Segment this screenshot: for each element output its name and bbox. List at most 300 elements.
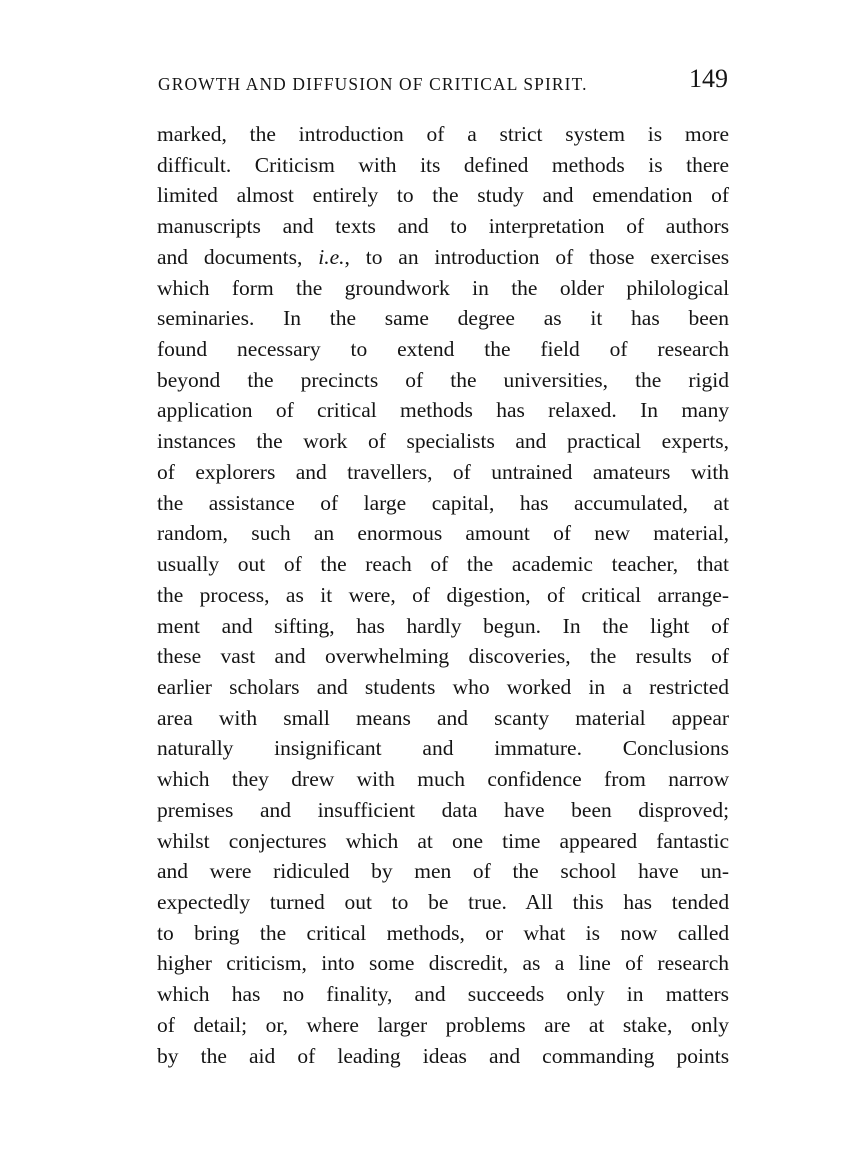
word: necessary — [237, 337, 321, 362]
word: is — [585, 920, 601, 945]
word: ridiculed — [273, 859, 350, 884]
word: succeeds — [467, 982, 545, 1007]
word: has — [356, 613, 385, 638]
word: restricted — [649, 674, 730, 699]
word: to — [350, 337, 368, 362]
text-line — [157, 549, 729, 580]
word: scholars — [229, 674, 300, 699]
word: detail; — [193, 1012, 248, 1037]
word: defined — [463, 152, 529, 177]
word: a — [554, 951, 565, 976]
word: students — [364, 674, 436, 699]
word: same — [384, 306, 429, 331]
word: and — [515, 429, 547, 454]
text-line — [157, 641, 729, 672]
word: system — [565, 122, 626, 146]
word: out — [344, 889, 372, 914]
word: premises — [157, 797, 234, 822]
text-line — [157, 918, 729, 949]
word: the — [511, 275, 538, 300]
text-line — [157, 457, 729, 488]
word: is — [648, 152, 663, 177]
word: have — [638, 859, 679, 884]
word: and — [282, 214, 314, 239]
word: ideas — [422, 1043, 467, 1068]
word: experts, — [661, 429, 730, 454]
word: exercises — [650, 244, 730, 269]
word: of — [452, 459, 471, 484]
text-line — [157, 1010, 729, 1041]
word: means — [355, 705, 411, 730]
text-line — [157, 242, 729, 273]
word: earlier — [157, 674, 212, 699]
text-line — [157, 1041, 729, 1072]
word: universities, — [503, 367, 609, 392]
word: i.e., — [318, 244, 350, 269]
word: drew — [291, 767, 335, 792]
word: tended — [671, 889, 730, 914]
word: whilst — [157, 828, 210, 853]
word: precincts — [300, 367, 379, 392]
word: at — [417, 828, 433, 853]
word: of — [283, 552, 302, 577]
word: the — [200, 1043, 227, 1068]
word: of — [609, 337, 628, 362]
word: research — [657, 951, 730, 976]
word: and — [437, 705, 469, 730]
word: problems — [445, 1012, 526, 1037]
word: methods — [400, 398, 473, 423]
word: line — [578, 951, 611, 976]
word: now — [620, 920, 658, 945]
word: groundwork — [344, 275, 450, 300]
word: and — [157, 859, 189, 884]
word: and — [542, 183, 574, 208]
text-line — [157, 764, 729, 795]
word: the — [320, 552, 347, 577]
word: instances — [157, 429, 236, 454]
word: large — [363, 490, 407, 515]
word: and — [316, 674, 348, 699]
text-line — [157, 795, 729, 826]
word: to — [157, 920, 174, 945]
word: has — [496, 398, 525, 423]
word: found — [157, 337, 208, 362]
text-line — [157, 826, 729, 857]
word: academic — [511, 552, 593, 577]
word: digestion, — [446, 582, 531, 607]
word: methods — [551, 152, 625, 177]
word: of — [426, 122, 445, 146]
word: of — [472, 859, 491, 884]
word: no — [282, 982, 305, 1007]
page-number: 149 — [689, 64, 728, 93]
word: as — [522, 951, 541, 976]
word: stake, — [622, 1012, 673, 1037]
running-head — [158, 64, 728, 100]
word: some — [368, 951, 415, 976]
word: from — [604, 767, 646, 792]
word: overwhelming — [324, 644, 450, 669]
word: confidence — [487, 767, 582, 792]
word: of — [625, 951, 644, 976]
word: an — [313, 521, 335, 546]
word: of — [626, 214, 645, 239]
word: discoveries, — [468, 644, 571, 669]
word: enormous — [357, 521, 443, 546]
word: un- — [700, 859, 730, 884]
word: into — [321, 951, 355, 976]
word: what — [523, 920, 566, 945]
word: with — [690, 459, 730, 484]
text-line — [157, 672, 729, 703]
word: and — [259, 797, 292, 822]
word: material — [575, 705, 646, 730]
word: small — [283, 705, 330, 730]
word: form — [231, 275, 274, 300]
word: a — [622, 674, 632, 699]
word: been — [688, 306, 730, 331]
word: assistance — [208, 490, 295, 515]
word: critical — [581, 582, 642, 607]
word: sifting, — [274, 613, 335, 638]
word: or — [485, 920, 504, 945]
text-line — [157, 703, 729, 734]
word: many — [681, 398, 730, 423]
word: the — [256, 429, 283, 454]
text-line — [157, 580, 729, 611]
word: has — [623, 889, 653, 914]
word: random, — [157, 521, 229, 546]
word: and — [221, 613, 253, 638]
word: has — [519, 490, 549, 515]
word: area — [157, 705, 193, 730]
word: and — [397, 214, 429, 239]
word: fantastic — [656, 828, 730, 853]
word: its — [420, 152, 441, 177]
word: immature. — [494, 736, 582, 761]
word: the — [512, 859, 539, 884]
word: of — [711, 644, 730, 669]
word: are — [544, 1012, 571, 1037]
word: such — [251, 521, 291, 546]
word: material, — [653, 521, 730, 546]
word: the — [635, 367, 662, 392]
word: an — [398, 244, 419, 269]
word: aid — [248, 1043, 276, 1068]
word: of — [711, 183, 730, 208]
text-line — [157, 211, 729, 242]
word: were — [209, 859, 252, 884]
word: which — [157, 767, 210, 792]
word: study — [477, 183, 524, 208]
word: of — [430, 552, 449, 577]
word: by — [371, 859, 393, 884]
word: or, — [265, 1012, 288, 1037]
word: and — [422, 736, 454, 761]
word: to — [396, 183, 414, 208]
word: the — [157, 582, 184, 607]
word: which — [345, 828, 399, 853]
word: discredit, — [428, 951, 509, 976]
word: higher — [157, 951, 212, 976]
text-line — [157, 365, 729, 396]
word: to — [391, 889, 409, 914]
word: of — [547, 582, 565, 607]
word: expectedly — [157, 889, 251, 914]
word: light — [650, 613, 690, 638]
word: entirely — [312, 183, 379, 208]
word: practical — [567, 429, 642, 454]
word: criticism, — [226, 951, 307, 976]
word: of — [320, 490, 339, 515]
word: the — [329, 306, 356, 331]
word: at — [713, 490, 730, 515]
word: usually — [157, 552, 220, 577]
word: ment — [157, 613, 200, 638]
text-line — [157, 887, 729, 918]
word: and — [274, 644, 306, 669]
word: those — [589, 244, 635, 269]
word: this — [572, 889, 604, 914]
word: the — [484, 337, 511, 362]
word: interpretation — [488, 214, 605, 239]
word: critical — [317, 398, 377, 423]
word: amount — [465, 521, 530, 546]
text-line — [157, 426, 729, 457]
text-line — [157, 611, 729, 642]
word: disproved; — [638, 797, 730, 822]
text-line — [157, 150, 729, 181]
word: accumulated, — [574, 490, 689, 515]
word: new — [594, 521, 631, 546]
word: capital, — [431, 490, 495, 515]
word: of — [297, 1043, 316, 1068]
word: explorers — [195, 459, 276, 484]
word: the — [450, 367, 477, 392]
word: turned — [269, 889, 325, 914]
word: Criticism — [254, 152, 335, 177]
word: Conclusions — [622, 736, 730, 761]
word: with — [356, 767, 395, 792]
word: the — [157, 490, 184, 515]
word: work — [303, 429, 348, 454]
word: the — [602, 613, 629, 638]
word: strict — [499, 122, 543, 146]
word: seminaries. — [157, 306, 255, 331]
word: documents, — [203, 244, 303, 269]
word: true. — [468, 889, 507, 914]
word: points — [676, 1043, 730, 1068]
word: process, — [199, 582, 270, 607]
word: hardly — [406, 613, 462, 638]
word: of — [157, 1012, 175, 1037]
word: a — [467, 122, 477, 146]
word: teacher, — [611, 552, 679, 577]
word: at — [588, 1012, 605, 1037]
word: were, — [348, 582, 396, 607]
text-line — [157, 948, 729, 979]
word: scanty — [494, 705, 550, 730]
word: beyond — [157, 367, 221, 392]
word: field — [540, 337, 580, 362]
word: where — [306, 1012, 359, 1037]
word: much — [417, 767, 466, 792]
word: the — [259, 920, 287, 945]
word: the — [247, 367, 274, 392]
word: In — [640, 398, 659, 423]
word: that — [696, 552, 730, 577]
word: insufficient — [317, 797, 416, 822]
text-line — [157, 180, 729, 211]
word: application — [157, 398, 253, 423]
word: to — [450, 214, 468, 239]
word: is — [647, 122, 663, 146]
word: these — [157, 644, 202, 669]
word: which — [157, 982, 210, 1007]
word: in — [472, 275, 489, 300]
running-title: GROWTH AND DIFFUSION OF CRITICAL SPIRIT. — [158, 74, 588, 94]
text-line — [157, 303, 729, 334]
word: texts — [335, 214, 376, 239]
word: data — [441, 797, 478, 822]
word: with — [358, 152, 397, 177]
word: have — [504, 797, 545, 822]
word: the — [589, 644, 617, 669]
word: bring — [194, 920, 240, 945]
word: reach — [365, 552, 412, 577]
word: marked, — [157, 122, 227, 146]
text-line — [157, 395, 729, 426]
word: begun. — [483, 613, 542, 638]
word: only — [690, 1012, 730, 1037]
word: they — [231, 767, 269, 792]
word: In — [562, 613, 581, 638]
word: leading — [337, 1043, 401, 1068]
word: out — [237, 552, 266, 577]
word: insignificant — [274, 736, 382, 761]
word: of — [405, 367, 424, 392]
word: men — [414, 859, 452, 884]
word: conjectures — [228, 828, 327, 853]
word: travellers, — [347, 459, 433, 484]
word: and — [414, 982, 446, 1007]
word: All — [525, 889, 553, 914]
word: rigid — [688, 367, 729, 392]
word: difficult. — [157, 152, 232, 177]
text-line — [157, 518, 729, 549]
word: and — [489, 1043, 521, 1068]
word: been — [571, 797, 612, 822]
word: which — [157, 275, 210, 300]
word: in — [588, 674, 606, 699]
word: vast — [220, 644, 256, 669]
word: worked — [506, 674, 572, 699]
word: of — [275, 398, 294, 423]
word: naturally — [157, 736, 234, 761]
word: there — [686, 152, 730, 177]
word: arrange- — [657, 582, 730, 607]
word: has — [631, 306, 660, 331]
word: manuscripts — [157, 214, 261, 239]
word: more — [684, 122, 730, 146]
word: of — [367, 429, 386, 454]
word: older — [559, 275, 604, 300]
word: almost — [236, 183, 294, 208]
word: by — [157, 1043, 179, 1068]
text-line — [157, 119, 729, 150]
word: it — [320, 582, 333, 607]
text-line — [157, 733, 729, 764]
word: emendation — [592, 183, 693, 208]
word: and — [295, 459, 327, 484]
word: the — [432, 183, 459, 208]
word: the — [296, 275, 323, 300]
word: specialists — [406, 429, 495, 454]
word: of — [555, 244, 574, 269]
word: one — [452, 828, 484, 853]
word: critical — [306, 920, 367, 945]
word: narrow — [668, 767, 730, 792]
word: of — [412, 582, 431, 607]
word: limited — [157, 183, 218, 208]
word: has — [231, 982, 261, 1007]
word: matters — [665, 982, 730, 1007]
word: the — [466, 552, 494, 577]
word: be — [428, 889, 449, 914]
word: of — [157, 459, 175, 484]
word: appeared — [559, 828, 638, 853]
word: as — [285, 582, 304, 607]
word: extend — [397, 337, 455, 362]
word: as — [543, 306, 562, 331]
word: authors — [665, 214, 730, 239]
word: introduction — [298, 122, 404, 146]
word: philological — [626, 275, 730, 300]
word: commanding — [542, 1043, 655, 1068]
word: of — [711, 613, 730, 638]
word: school — [560, 859, 617, 884]
word: appear — [671, 705, 730, 730]
word: research — [657, 337, 730, 362]
word: it — [590, 306, 603, 331]
word: in — [626, 982, 644, 1007]
word: of — [553, 521, 572, 546]
word: relaxed. — [548, 398, 617, 423]
word: the — [249, 122, 276, 146]
text-line — [157, 334, 729, 365]
word: to — [365, 244, 383, 269]
body-text — [157, 119, 729, 1071]
word: degree — [457, 306, 515, 331]
text-line — [157, 856, 729, 887]
word: who — [452, 674, 490, 699]
word: amateurs — [592, 459, 671, 484]
word: In — [283, 306, 301, 331]
word: finality, — [326, 982, 393, 1007]
word: methods, — [386, 920, 465, 945]
word: called — [677, 920, 730, 945]
text-line — [157, 273, 729, 304]
word: with — [218, 705, 258, 730]
word: time — [502, 828, 541, 853]
text-line — [157, 979, 729, 1010]
word: larger — [377, 1012, 428, 1037]
word: introduction — [434, 244, 540, 269]
text-line — [157, 488, 729, 519]
word: and — [157, 244, 189, 269]
word: only — [566, 982, 605, 1007]
